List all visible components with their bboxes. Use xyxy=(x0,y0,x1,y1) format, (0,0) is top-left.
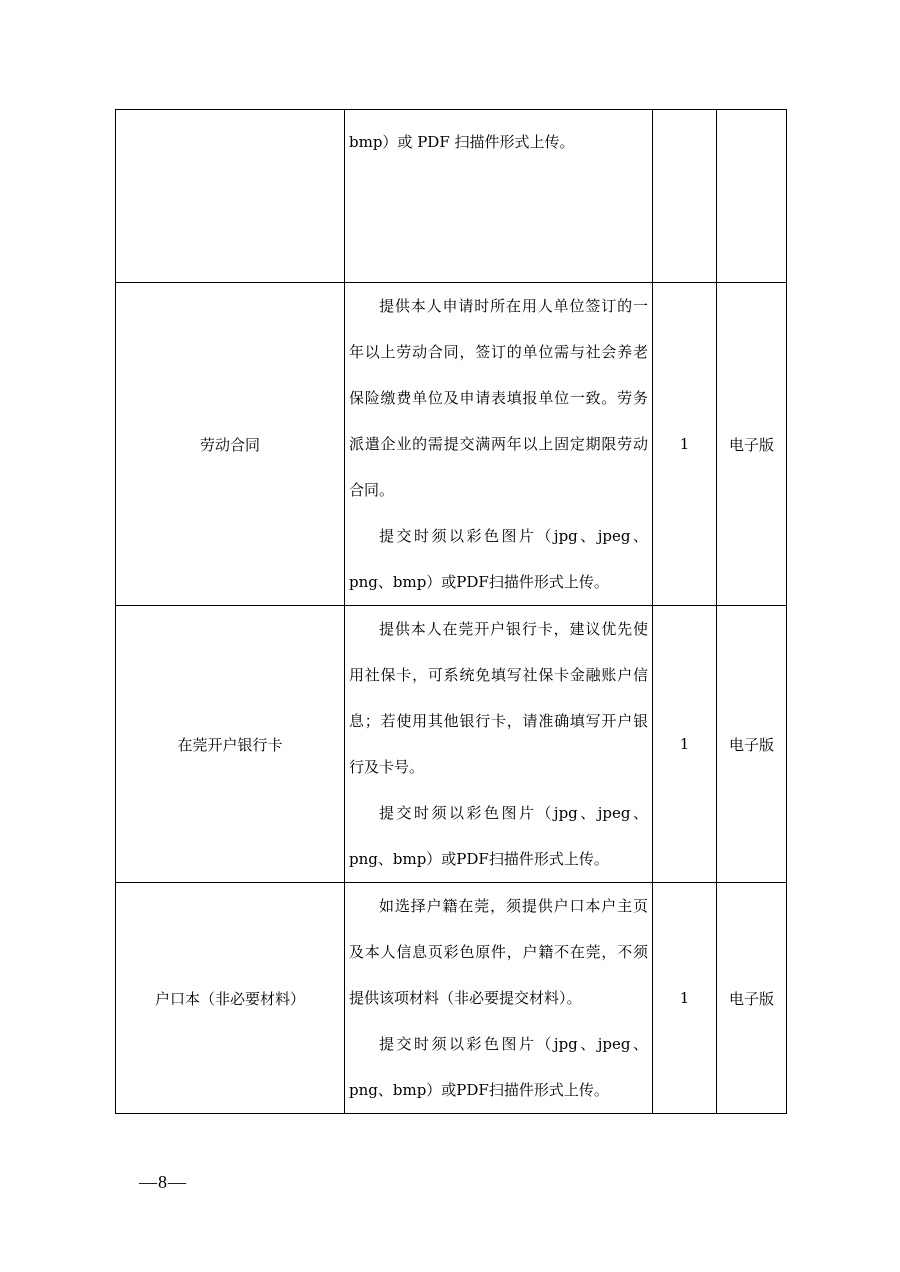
material-name: 在莞开户银行卡 xyxy=(116,606,345,883)
page-number: —8— xyxy=(139,1172,187,1192)
table-row xyxy=(116,883,787,1114)
table-row xyxy=(116,110,787,283)
material-format: 电子版 xyxy=(717,606,787,883)
material-description xyxy=(345,110,653,283)
material-format xyxy=(717,110,787,283)
description-paragraph: 如选择户籍在莞，须提供户口本户主页及本人信息页彩色原件，户籍不在莞，不须提供该项材料（非必要提交材料）。 xyxy=(349,897,648,1007)
material-format: 电子版 xyxy=(717,283,787,606)
material-quantity: 1 xyxy=(653,883,717,1114)
description-paragraph: bmp）或 PDF 扫描件形式上传。 xyxy=(349,133,575,151)
material-quantity: 1 xyxy=(653,283,717,606)
table-row xyxy=(116,606,787,883)
material-name: 户口本（非必要材料） xyxy=(116,883,345,1114)
description-paragraph: 提交时须以彩色图片（jpg、jpeg、png、bmp）或PDF扫描件形式上传。 xyxy=(349,804,648,868)
material-description xyxy=(345,283,653,606)
material-format: 电子版 xyxy=(717,883,787,1114)
material-name xyxy=(116,110,345,283)
material-quantity xyxy=(653,110,717,283)
description-paragraph: 提交时须以彩色图片（jpg、jpeg、png、bmp）或PDF扫描件形式上传。 xyxy=(349,527,648,591)
material-description xyxy=(345,883,653,1114)
description-paragraph: 提交时须以彩色图片（jpg、jpeg、png、bmp）或PDF扫描件形式上传。 xyxy=(349,1035,648,1099)
table-row xyxy=(116,283,787,606)
material-quantity: 1 xyxy=(653,606,717,883)
material-name: 劳动合同 xyxy=(116,283,345,606)
description-paragraph: 提供本人申请时所在用人单位签订的一年以上劳动合同，签订的单位需与社会养老保险缴费单位及申请表填报单位一致。劳务派遣企业的需提交满两年以上固定期限劳动合同。 xyxy=(349,297,648,499)
material-description xyxy=(345,606,653,883)
description-paragraph: 提供本人在莞开户银行卡，建议优先使用社保卡，可系统免填写社保卡金融账户信息；若使用其他银行卡，请准确填写开户银行及卡号。 xyxy=(349,620,648,776)
materials-table xyxy=(115,109,787,1114)
